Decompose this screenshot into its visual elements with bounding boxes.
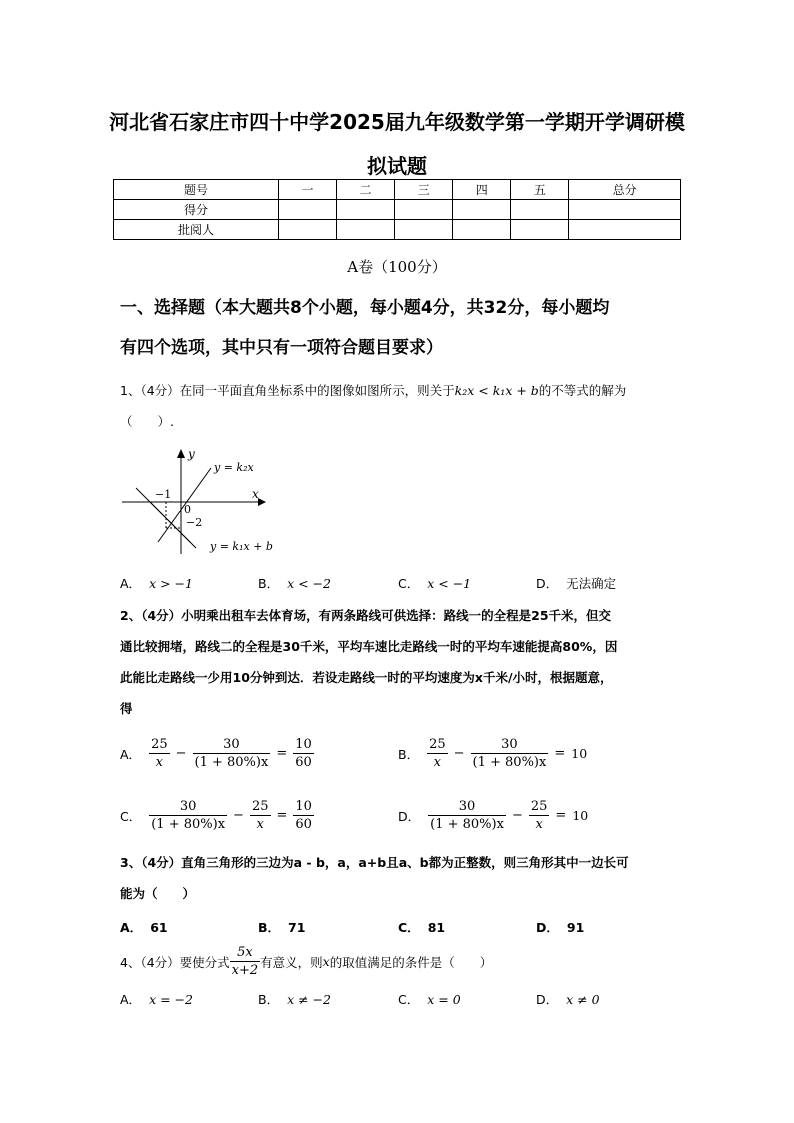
question-4-text-suffix: 的取值满足的条件是（ ） bbox=[329, 954, 493, 970]
score-cell bbox=[453, 220, 511, 240]
fraction bbox=[193, 736, 271, 771]
question-2-option-b[interactable] bbox=[398, 736, 587, 771]
denominator: x bbox=[535, 817, 543, 832]
option-label: B． bbox=[258, 920, 281, 935]
score-cell bbox=[453, 200, 511, 220]
question-1-option-a[interactable] bbox=[120, 574, 193, 592]
equals: = bbox=[276, 808, 288, 823]
option-value: x = −2 bbox=[149, 992, 193, 1007]
score-cell bbox=[279, 220, 337, 240]
question-1-inequality: k₂x < k₁x + b bbox=[454, 383, 539, 398]
option-label: C． bbox=[120, 808, 142, 824]
option-value: x < −2 bbox=[287, 576, 331, 591]
option-label: D． bbox=[398, 808, 421, 824]
denominator: (1 + 80%)x bbox=[151, 817, 226, 832]
score-cell bbox=[337, 220, 395, 240]
score-cell bbox=[395, 220, 453, 240]
numerator: 5x bbox=[230, 944, 261, 962]
score-table-row-label: 批阅人 bbox=[114, 220, 279, 240]
option-label: C． bbox=[398, 576, 420, 591]
score-cell bbox=[395, 200, 453, 220]
score-cell bbox=[511, 200, 569, 220]
question-1-text-suffix: 的不等式的解为 bbox=[538, 383, 627, 398]
option-value: x > −1 bbox=[149, 576, 193, 591]
numerator: 25 bbox=[429, 737, 446, 752]
operator: − bbox=[453, 746, 465, 761]
fraction bbox=[293, 798, 314, 833]
question-2-option-c[interactable] bbox=[120, 798, 314, 833]
fraction bbox=[428, 798, 506, 833]
score-table bbox=[113, 179, 681, 240]
score-cell bbox=[279, 200, 337, 220]
fraction bbox=[293, 736, 314, 771]
option-label: A． bbox=[120, 746, 142, 762]
option-label: A． bbox=[120, 992, 142, 1007]
numerator: 30 bbox=[428, 798, 506, 816]
numerator: 10 bbox=[295, 737, 312, 752]
option-label: D． bbox=[536, 576, 559, 591]
question-4-option-d[interactable] bbox=[536, 990, 600, 1008]
y-axis-label: y bbox=[188, 447, 195, 461]
option-label: B． bbox=[398, 746, 420, 762]
question-4-fraction bbox=[230, 944, 261, 979]
section1-heading-line2: 有四个选项，其中只有一项符合题目要求） bbox=[120, 338, 443, 358]
denominator: (1 + 80%)x bbox=[472, 755, 547, 770]
question-3-option-d[interactable] bbox=[536, 918, 584, 936]
question-3 bbox=[120, 847, 685, 909]
score-table-header: 三 bbox=[395, 180, 453, 200]
numerator: 30 bbox=[471, 736, 549, 754]
score-table-row-label: 得分 bbox=[114, 200, 279, 220]
score-table-header: 二 bbox=[337, 180, 395, 200]
question-2 bbox=[120, 600, 685, 724]
rhs-value: 10 bbox=[572, 808, 589, 823]
fraction bbox=[149, 798, 227, 833]
numerator: 25 bbox=[530, 799, 548, 814]
rhs-value: 10 bbox=[571, 746, 588, 761]
operator: − bbox=[511, 808, 523, 823]
option-value: 71 bbox=[288, 920, 306, 935]
numerator: 10 bbox=[295, 799, 312, 814]
option-label: C． bbox=[398, 992, 420, 1007]
option-value: 81 bbox=[427, 920, 446, 935]
denominator: x bbox=[155, 755, 163, 770]
denominator: x+2 bbox=[231, 963, 259, 978]
x-axis-arrow bbox=[258, 498, 266, 506]
score-cell bbox=[569, 200, 681, 220]
option-label: A． bbox=[120, 576, 142, 591]
fraction bbox=[149, 736, 170, 771]
question-2-option-a[interactable] bbox=[120, 736, 314, 771]
numerator: 25 bbox=[251, 799, 269, 814]
x-axis-label: x bbox=[252, 487, 259, 501]
score-table-header: 一 bbox=[279, 180, 337, 200]
option-value: x ≠ −2 bbox=[287, 992, 331, 1007]
x-mark-label: −1 bbox=[155, 488, 172, 501]
option-label: D． bbox=[536, 992, 559, 1007]
question-3-option-a[interactable] bbox=[120, 918, 168, 936]
score-table-header: 题号 bbox=[114, 180, 279, 200]
y-axis-arrow bbox=[177, 449, 185, 458]
score-table-header: 五 bbox=[511, 180, 569, 200]
score-cell bbox=[569, 220, 681, 240]
denominator: (1 + 80%)x bbox=[194, 755, 269, 770]
option-label: B． bbox=[258, 992, 280, 1007]
line-k1x-b-label: y = k₁x + b bbox=[210, 540, 273, 553]
fraction bbox=[471, 736, 549, 771]
fraction bbox=[529, 798, 550, 833]
numerator: 30 bbox=[149, 798, 227, 816]
question-1 bbox=[120, 375, 685, 437]
question-4-text-mid: 有意义，则 bbox=[260, 954, 323, 970]
origin-label: 0 bbox=[184, 503, 191, 516]
question-2-line4: 得 bbox=[120, 701, 133, 716]
option-value: 61 bbox=[150, 920, 168, 935]
option-label: D． bbox=[536, 920, 559, 935]
fraction bbox=[250, 798, 271, 833]
score-cell bbox=[337, 200, 395, 220]
section1-heading-line1: 一、选择题（本大题共8个小题，每小题4分，共32分，每小题均 bbox=[120, 298, 610, 318]
denominator: 60 bbox=[295, 817, 312, 832]
denominator: x bbox=[433, 755, 442, 770]
line-k2x-label: y = k₂x bbox=[214, 461, 254, 474]
option-label: A． bbox=[120, 920, 143, 935]
fraction bbox=[427, 736, 448, 771]
question-3-option-b[interactable] bbox=[258, 918, 305, 936]
page-title: 河北省石家庄市四十中学2025届九年级数学第一学期开学调研模 bbox=[109, 110, 685, 134]
score-table-row bbox=[114, 220, 681, 240]
equals: = bbox=[276, 746, 288, 761]
question-4 bbox=[120, 944, 492, 979]
question-2-option-d[interactable] bbox=[398, 798, 588, 833]
score-table-header-row bbox=[114, 180, 681, 200]
denominator: x bbox=[256, 817, 264, 832]
question-4-text: 4、（4分）要使分式 bbox=[120, 954, 230, 970]
operator: − bbox=[233, 808, 244, 823]
question-4-option-b[interactable] bbox=[258, 990, 331, 1008]
question-1-graph bbox=[118, 446, 288, 558]
question-2-line2: 通比较拥堵，路线二的全程是30千米，平均车速比走路线一时的平均车速能提高80%，因 bbox=[120, 639, 618, 654]
numerator: 25 bbox=[151, 737, 168, 752]
question-4-variable: x bbox=[322, 954, 330, 969]
y-mark-label: −2 bbox=[186, 516, 203, 529]
question-4-option-a[interactable] bbox=[120, 990, 193, 1008]
score-table-header: 四 bbox=[453, 180, 511, 200]
denominator: 60 bbox=[295, 755, 312, 770]
question-1-option-b[interactable] bbox=[258, 574, 331, 592]
question-1-line2: （ ）. bbox=[120, 414, 174, 429]
question-4-option-c[interactable] bbox=[398, 990, 461, 1008]
question-3-option-c[interactable] bbox=[398, 918, 445, 936]
option-value: 无法确定 bbox=[566, 576, 617, 591]
question-2-line1: 2、（4分）小明乘出租车去体育场，有两条路线可供选择：路线一的全程是25千米，但交 bbox=[120, 608, 612, 623]
option-label: C． bbox=[398, 920, 420, 935]
question-3-line1: 3、（4分）直角三角形的三边为a - b，a，a+b且a、b都为正整数，则三角形其中一边长可 bbox=[120, 855, 629, 870]
question-1-line1 bbox=[120, 375, 685, 406]
question-2-line3: 此能比走路线一少用10分钟到达．若设走路线一时的平均速度为x千米/小时，根据题意， bbox=[120, 670, 613, 685]
option-value: x < −1 bbox=[427, 576, 472, 591]
equals: = bbox=[554, 746, 566, 761]
option-label: B． bbox=[258, 576, 280, 591]
equals: = bbox=[555, 808, 567, 823]
score-table-header: 总分 bbox=[569, 180, 681, 200]
option-value: x ≠ 0 bbox=[566, 992, 600, 1007]
denominator: (1 + 80%)x bbox=[430, 817, 504, 832]
question-1-text: 1、（4分）在同一平面直角坐标系中的图像如图所示，则关于 bbox=[120, 383, 455, 398]
score-table-row bbox=[114, 200, 681, 220]
section-a-heading: A卷（100分） bbox=[347, 258, 447, 276]
page-title-line2: 拟试题 bbox=[367, 154, 427, 178]
option-value: x = 0 bbox=[427, 992, 461, 1007]
numerator: 30 bbox=[193, 736, 271, 754]
option-value: 91 bbox=[566, 920, 585, 935]
question-1-option-d[interactable] bbox=[536, 574, 616, 592]
question-3-line2: 能为（ ） bbox=[120, 886, 196, 901]
score-cell bbox=[511, 220, 569, 240]
question-1-option-c[interactable] bbox=[398, 574, 471, 592]
operator: − bbox=[175, 746, 187, 761]
